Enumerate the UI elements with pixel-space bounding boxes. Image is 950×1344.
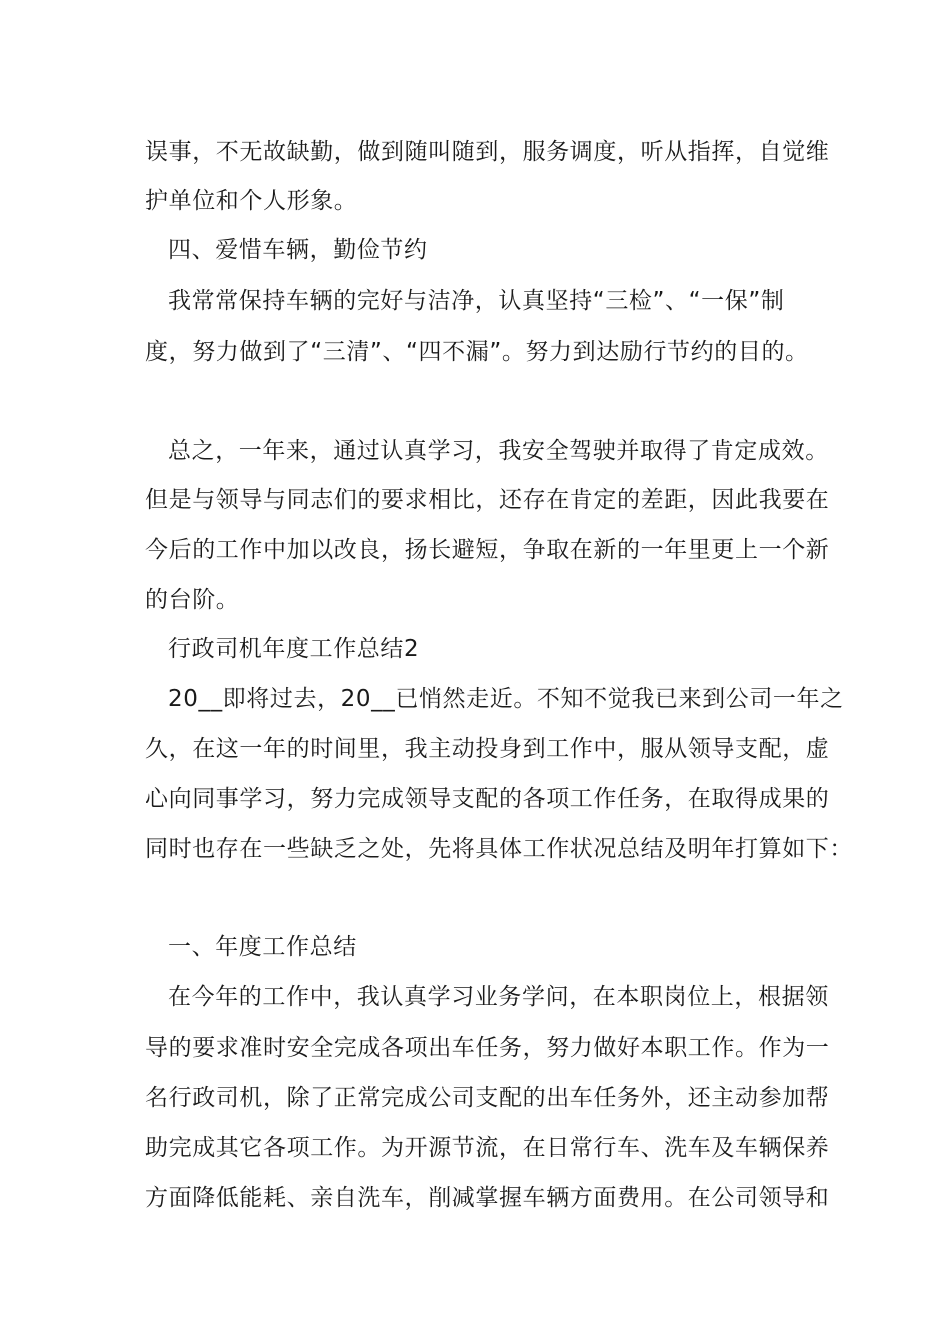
text-line: 助完成其它各项工作。为开源节流，在日常行车、洗车及车辆保养 bbox=[145, 1135, 830, 1161]
text-line: 在今年的工作中，我认真学习业务学问，在本职岗位上，根据领 bbox=[168, 984, 829, 1010]
section-heading: 一、年度工作总结 bbox=[168, 934, 357, 960]
text-line: 度，努力做到了“三清”、“四不漏”。努力到达励行节约的目的。 bbox=[145, 339, 809, 365]
text-line: 同时也存在一些缺乏之处，先将具体工作状况总结及明年打算如下： bbox=[145, 836, 853, 862]
text-line: 我常常保持车辆的完好与洁净，认真坚持“三检”、“一保”制 bbox=[168, 288, 785, 314]
text-line: 久，在这一年的时间里，我主动投身到工作中，服从领导支配，虚 bbox=[145, 736, 830, 762]
text-line: 今后的工作中加以改良，扬长避短，争取在新的一年里更上一个新 bbox=[145, 537, 830, 563]
text-line: 心向同事学习，努力完成领导支配的各项工作任务，在取得成果的 bbox=[145, 786, 830, 812]
text-line: 总之，一年来，通过认真学习，我安全驾驶并取得了肯定成效。 bbox=[168, 438, 829, 464]
text-line: 护单位和个人形象。 bbox=[145, 188, 358, 214]
section-heading: 四、爱惜车辆，勤俭节约 bbox=[168, 237, 428, 263]
text-line: 导的要求准时安全完成各项出车任务，努力做好本职工作。作为一 bbox=[145, 1035, 830, 1061]
text-line: 误事，不无故缺勤，做到随叫随到，服务调度，听从指挥，自觉维 bbox=[145, 139, 830, 165]
text-line: 的台阶。 bbox=[145, 587, 240, 613]
text-line: 方面降低能耗、亲自洗车，削减掌握车辆方面费用。在公司领导和 bbox=[145, 1185, 830, 1211]
text-line: 20__即将过去，20__已悄然走近。不知不觉我已来到公司一年之 bbox=[168, 686, 844, 712]
text-line: 名行政司机，除了正常完成公司支配的出车任务外，还主动参加帮 bbox=[145, 1085, 830, 1111]
document-title: 行政司机年度工作总结2 bbox=[168, 636, 420, 662]
text-line: 但是与领导与同志们的要求相比，还存在肯定的差距，因此我要在 bbox=[145, 487, 830, 513]
